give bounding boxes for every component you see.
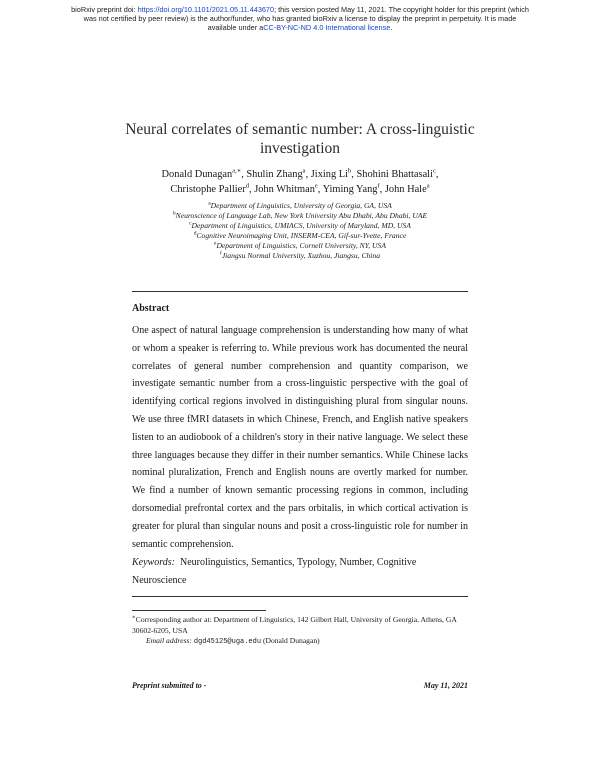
- author-name: Donald Dunagan: [161, 169, 233, 180]
- author-line-2: Christophe Pallier$^d$, John Whitman$^e$, Yiming Yang$^f$, John Hale$^a$: [170, 182, 430, 195]
- author-sup: f: [377, 182, 380, 190]
- abstract-top-rule: [132, 291, 468, 292]
- author-name: John Whitman: [254, 184, 315, 195]
- affiliation-item: $^b$Neuroscience of Language Lab, New York University Abu Dhabi, Abu Dhabi, UAE: [172, 210, 428, 220]
- keywords: [132, 554, 468, 590]
- preprint-date: May 11, 2021: [423, 681, 468, 690]
- abstract-bottom-rule: [132, 596, 468, 597]
- keywords-list: Neurolinguistics, Semantics, Typology, Number, Cognitive Neuroscience: [132, 557, 417, 586]
- email-line: Email address: dgd45125@uga.edu (Donald Dunagan): [146, 636, 320, 646]
- preprint-submitted: Preprint submitted to -: [132, 681, 207, 690]
- affiliation-item: $^a$Department of Linguistics, University of Georgia, GA, USA: [208, 200, 392, 210]
- banner-line-1: bioRxiv preprint doi: https://doi.org/10.1101/2021.05.11.443670; this version posted May 11, 2021. The copyright holder for this preprint (which: [71, 5, 529, 14]
- author-line-1: Donald Dunagan$^{a,∗}$, Shulin Zhang$^a$, Jixing Li$^b$, Shohini Bhattasali$^c$,: [161, 167, 439, 180]
- author-list: [100, 167, 500, 197]
- abstract-text: One aspect of natural language comprehension is understanding how many of what or whom a speaker is referring to. While previous work has documented the neural correlates of general number comprehension and quantity comparison, we investigate semantic number from a cross-linguistic perspective with the goal of identifying cortical regions involved in distinguishing plural from singular nouns. We use three fMRI datasets in which Chinese, French, and English native speakers listen to an audiobook of a children's story in their native language. We select these three languages because they differ in their number semantics. While Chinese lacks nominal pluralization, French and English nouns are overtly marked for number. We find a number of known semantic processing regions in common, including dorsomedial prefrontal cortex and the pars orbitalis, in which cortical activation is greater for plural than singular nouns and posit a cross-linguistic role for number in semantic comprehension.: [132, 325, 468, 550]
- author-name: Christophe Pallier: [170, 184, 246, 195]
- author-name: John Hale: [384, 184, 427, 195]
- biorxiv-banner: [40, 5, 560, 32]
- affiliation-item: $^e$Department of Linguistics, Cornell University, NY, USA: [214, 240, 386, 250]
- author-sup: a: [302, 167, 306, 175]
- affiliation-item: $^c$Department of Linguistics, UMIACS, University of Maryland, MD, USA: [189, 220, 411, 230]
- author-sup: a: [426, 182, 430, 190]
- doi-link[interactable]: https://doi.org/10.1101/2021.05.11.443670: [137, 5, 275, 14]
- author-sup: e: [314, 182, 318, 190]
- keywords-label: Keywords:: [132, 557, 175, 568]
- footnote-rule: [132, 610, 266, 611]
- banner-line-2: was not certified by peer review) is the author/funder, who has granted bioRxiv a license to display the preprint in perpetuity. It is made: [83, 14, 517, 23]
- author-name: Jixing Li: [310, 169, 349, 180]
- author-sup: b: [348, 167, 352, 175]
- author-name: Shohini Bhattasali: [356, 169, 433, 180]
- author-sup: a,∗: [232, 167, 242, 175]
- license-link[interactable]: CC-BY-NC-ND 4.0 International license: [263, 23, 391, 32]
- title-line-2: investigation: [259, 140, 341, 157]
- affiliation-item: $^d$Cognitive Neuroimaging Unit, INSERM-CEA, Gif-sur-Yvette, France: [193, 230, 407, 240]
- author-sup: d: [245, 182, 249, 190]
- abstract-heading: Abstract: [132, 303, 170, 314]
- title-line-1: Neural correlates of semantic number: A cross-linguistic: [125, 121, 475, 138]
- corresponding-author-footnote: ∗Corresponding author at: Department of Linguistics, 142 Gilbert Hall, University of Georgia, Athens, GA 30602-6205, USA Email address: dgd45125@uga.edu (Donald Dunagan): [132, 615, 468, 648]
- affiliation-item: $^f$Jiangsu Normal University, Xuzhou, Jiangsu, China: [219, 250, 381, 260]
- paper-title: [100, 120, 500, 158]
- author-name: Shulin Zhang: [246, 169, 303, 180]
- email-address[interactable]: dgd45125@uga.edu: [193, 638, 262, 646]
- affiliations: [100, 201, 500, 261]
- footnote-marker: ∗: [132, 614, 136, 621]
- author-sup: c: [432, 167, 436, 175]
- author-name: Yiming Yang: [322, 184, 378, 195]
- banner-line-3: available under aCC-BY-NC-ND 4.0 International license.: [207, 23, 393, 32]
